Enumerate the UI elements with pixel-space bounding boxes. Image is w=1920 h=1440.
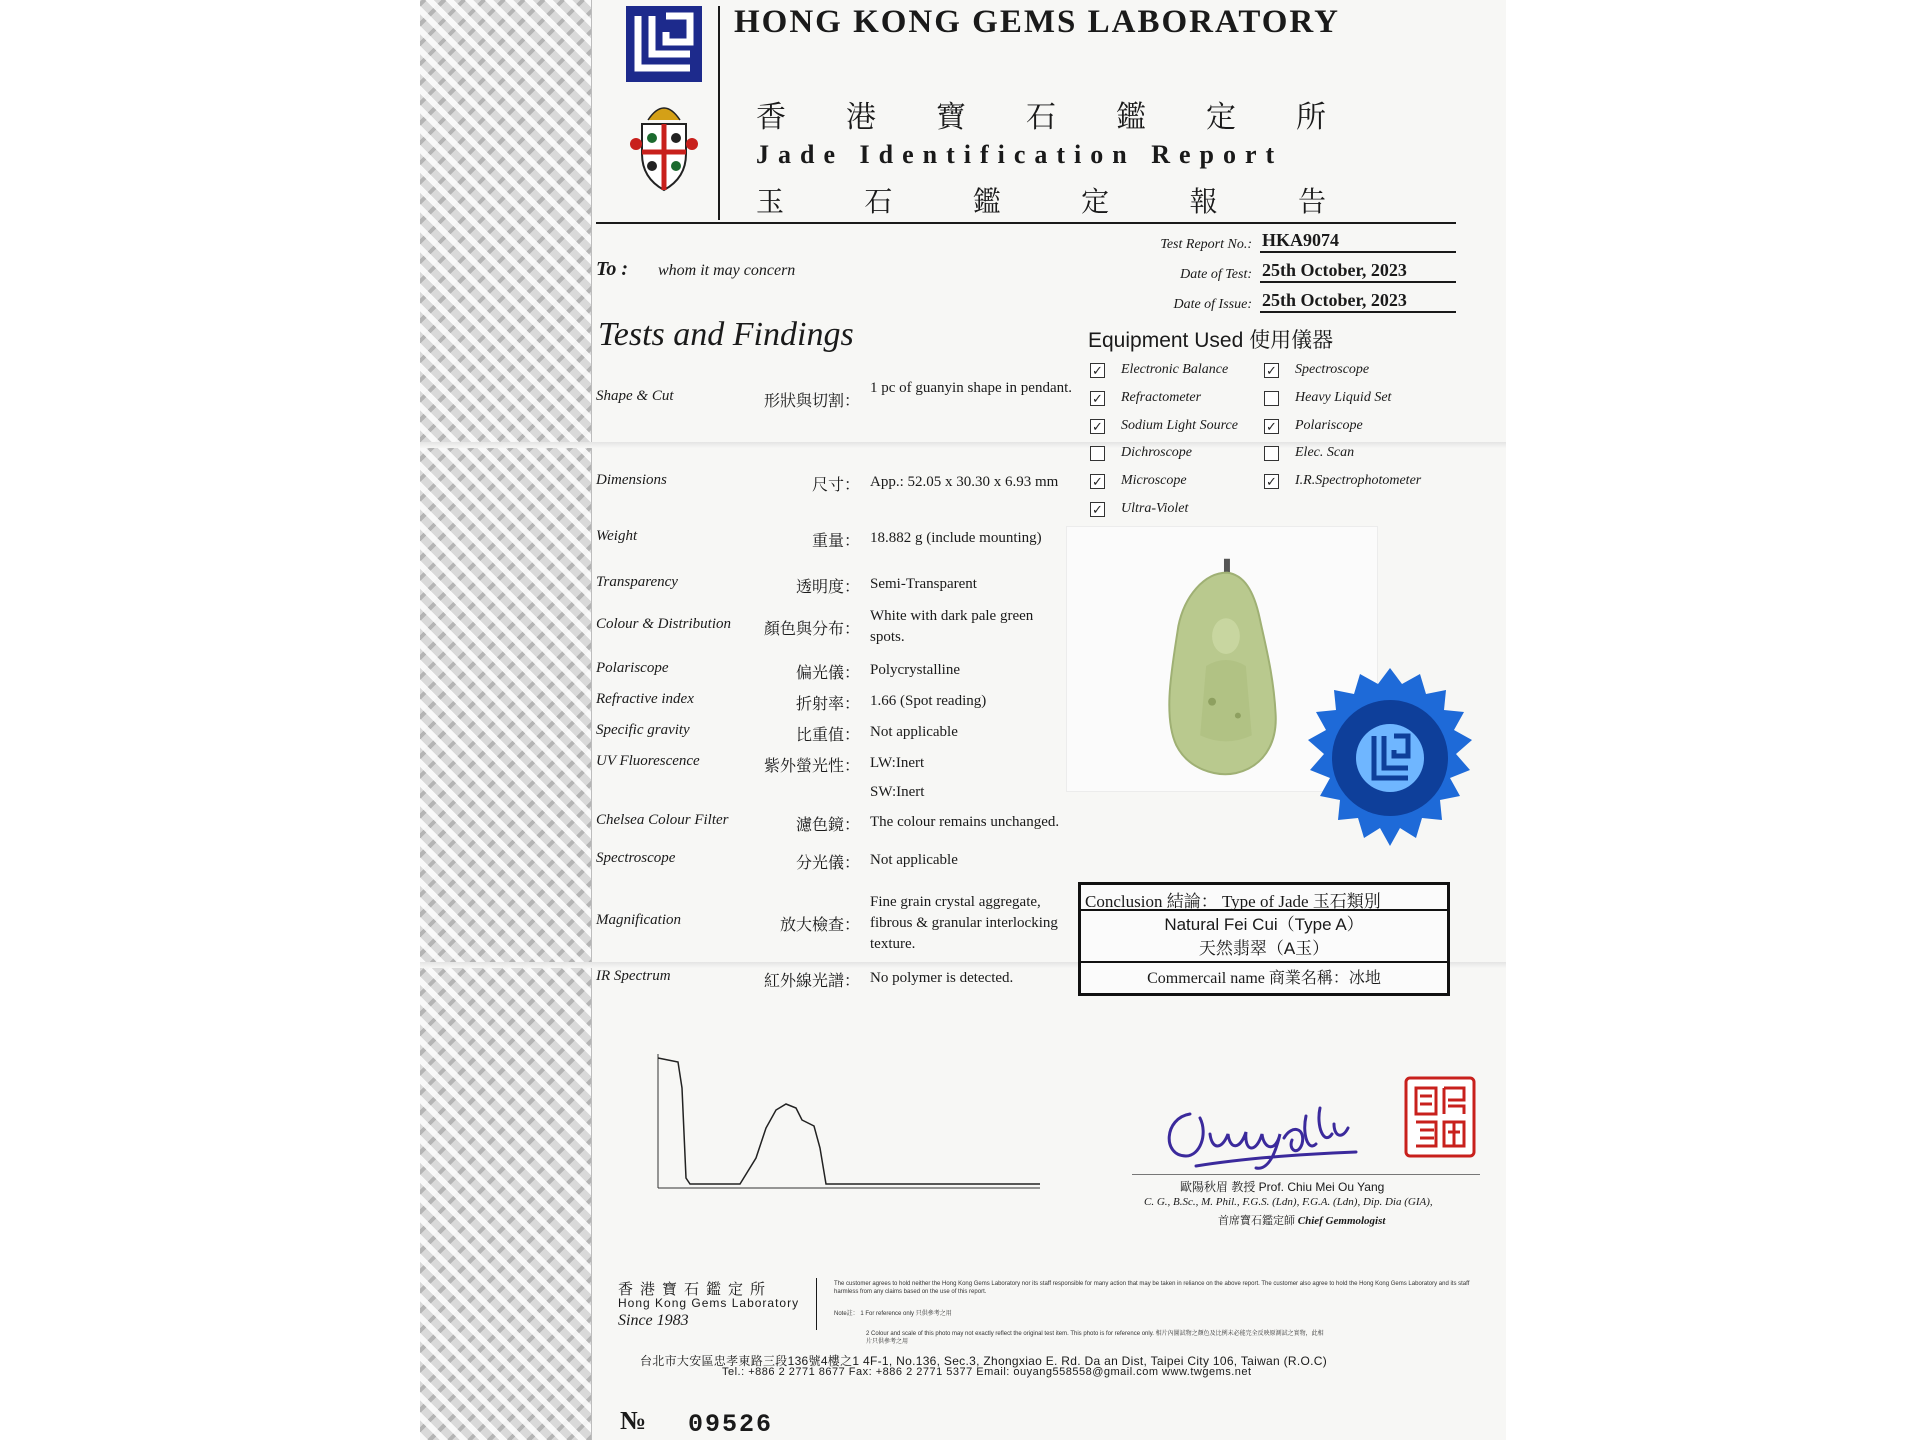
date-of-test: 25th October, 2023	[1260, 260, 1456, 283]
finding-label-zh: 放大檢查 ：	[780, 912, 860, 935]
finding-label: Magnification	[596, 912, 681, 928]
finding-label: Chelsea Colour Filter	[596, 812, 729, 828]
equipment-item: ✓ Electronic Balance	[1090, 362, 1228, 378]
conclusion-result-zh: 天然翡翠（A玉）	[1198, 939, 1330, 958]
finding-label-zh: 比重值 ：	[796, 722, 860, 745]
finding-label: IR Spectrum	[596, 968, 671, 984]
equipment-item: ✓ Spectroscope	[1264, 362, 1369, 378]
note-1: Note註： 1 For reference only 只供參考之用	[834, 1311, 952, 1317]
finding-value: No polymer is detected.	[870, 970, 1014, 986]
footer-divider	[816, 1278, 817, 1330]
finding-label-zh: 偏光儀 ：	[796, 660, 860, 683]
equipment-title: Equipment Used 使用儀器	[1088, 329, 1334, 352]
checkbox-icon: ✓	[1090, 474, 1105, 489]
ir-spectrum-chart	[650, 1048, 1046, 1196]
conclusion-box	[1078, 882, 1450, 996]
finding-label: Refractive index	[596, 691, 694, 707]
finding-value: 1 pc of guanyin shape in pendant.	[870, 380, 1073, 396]
finding-label-zh: 濾色鏡 ：	[796, 812, 860, 835]
signer-title: 首席寶石鑑定師 Chief Gemmologist	[1218, 1215, 1386, 1227]
finding-value: LW:Inert	[870, 755, 925, 771]
finding-label-zh: 分光儀 ：	[796, 850, 860, 873]
conclusion-result-en: Natural Fei Cui（Type A）	[1164, 915, 1364, 934]
finding-label: Specific gravity	[596, 722, 690, 738]
finding-label: Spectroscope	[596, 850, 676, 866]
finding-label: Polariscope	[596, 660, 669, 676]
to-label: To :	[596, 258, 629, 280]
finding-value: 1.66 (Spot reading)	[870, 693, 987, 709]
finding-value: Not applicable	[870, 852, 958, 868]
finding-value: Polycrystalline	[870, 662, 960, 678]
checkbox-icon: ✓	[1090, 391, 1105, 406]
security-pattern-border	[420, 0, 592, 1440]
finding-label-zh: 紫外螢光性 ：	[764, 753, 860, 776]
finding-label-zh: 重量 ：	[812, 528, 860, 551]
spectrum-line	[658, 1058, 1040, 1184]
report-number-row: Test Report No.: HKA9074	[1072, 230, 1456, 253]
finding-label: UV Fluorescence	[596, 753, 700, 769]
note-2: 2 Colour and scale of this photo may not exactly reflect the original test item. This photo is for reference only. 相片內圖試物之顏色及比例未必能完全反映原測試之實物，此相片只供參考之用	[866, 1331, 1324, 1345]
chop-seal-icon	[1404, 1076, 1476, 1158]
date-of-test-row: Date of Test: 25th October, 2023	[1072, 260, 1456, 283]
finding-label-zh: 形狀與切割 ：	[764, 388, 860, 411]
disclaimer-text: The customer agrees to hold neither the Hong Kong Gems Laboratory nor its staff responsible for many action that may be taken in reliance on the above report. The customer also agree to hold the Hong Kong Gems Laboratory and its staff harmless from any claims based on the use of this report.	[834, 1281, 1470, 1295]
equipment-item: ✓ Polariscope	[1264, 418, 1363, 434]
checkbox-icon: ✓	[1264, 474, 1279, 489]
finding-value: 18.882 g (include mounting)	[870, 530, 1042, 546]
checkbox-icon: ✓	[1090, 419, 1105, 434]
hkgl-logo-icon	[626, 6, 702, 82]
crest-icon	[628, 94, 700, 194]
finding-label-zh: 透明度 ：	[796, 574, 860, 597]
lab-name-zh: 香 港 寶 石 鑑 定 所	[756, 101, 1326, 134]
checkbox-icon: ✓	[1090, 502, 1105, 517]
finding-label: Weight	[596, 528, 638, 544]
header-rule	[596, 222, 1456, 224]
report-title-zh: 玉 石 鑑 定 報 告	[756, 187, 1326, 218]
footer-lab-zh: 香港寶石鑑定所	[618, 1282, 773, 1298]
finding-value: The colour remains unchanged.	[870, 814, 1060, 830]
footer-lab-en: Hong Kong Gems Laboratory	[618, 1296, 800, 1310]
equipment-item: ✓ Sodium Light Source	[1090, 418, 1238, 434]
report-title-en: Jade Identification Report	[756, 140, 1284, 169]
checkbox-icon: ✓	[1264, 419, 1279, 434]
signature-rule	[1132, 1174, 1480, 1175]
footer-contact: Tel.: +886 2 2771 8677 Fax: +886 2 2771 5377 Email: ouyang558558@gmail.com www.twgems.net	[722, 1366, 1252, 1378]
finding-value: Fine grain crystal aggregate, fibrous & granular interlocking texture.	[870, 894, 1058, 952]
to-value: whom it may concern	[658, 262, 796, 279]
footer-since: Since 1983	[618, 1312, 689, 1329]
tests-findings-title: Tests and Findings	[598, 316, 854, 353]
finding-label-zh: 折射率 ：	[796, 691, 860, 714]
checkbox-icon	[1264, 391, 1279, 406]
finding-label: Transparency	[596, 574, 678, 590]
checkbox-icon	[1090, 446, 1105, 461]
checkbox-icon: ✓	[1264, 363, 1279, 378]
finding-value: SW:Inert	[870, 784, 925, 800]
finding-value: Semi-Transparent	[870, 576, 977, 592]
finding-label: Dimensions	[596, 472, 667, 488]
finding-label: Shape & Cut	[596, 388, 674, 404]
lab-name-en: HONG KONG GEMS LABORATORY	[734, 4, 1340, 40]
finding-label-zh: 顏色與分布 ：	[764, 616, 860, 639]
conclusion-result	[1081, 913, 1447, 963]
date-of-issue: 25th October, 2023	[1260, 290, 1456, 313]
header-divider	[718, 6, 720, 220]
serial-number: 09526	[688, 1410, 774, 1439]
equipment-item: Dichroscope	[1090, 445, 1192, 461]
equipment-item: ✓ I.R.Spectrophotometer	[1264, 473, 1421, 489]
finding-label-zh: 紅外線光譜 ：	[764, 968, 860, 991]
finding-label-zh: 尺寸 ：	[812, 472, 860, 495]
conclusion-header: Conclusion 結論： Type of Jade 玉石類別	[1081, 887, 1447, 911]
signature-icon	[1156, 1094, 1366, 1180]
checkbox-icon: ✓	[1090, 363, 1105, 378]
hologram-seal-icon	[1290, 666, 1490, 866]
footer-address: 台北市大安區忠孝東路三段136號4樓之1 4F-1, No.136, Sec.3, Zhongxiao E. Rd. Da an Dist, Taipei City 106, Taiwan (R.O.C)	[640, 1354, 1328, 1368]
serial-number-label: №	[620, 1406, 647, 1435]
equipment-item: Elec. Scan	[1264, 445, 1354, 461]
equipment-item: ✓ Microscope	[1090, 473, 1187, 489]
finding-value: App.: 52.05 x 30.30 x 6.93 mm	[870, 474, 1059, 490]
finding-value: White with dark pale green spots.	[870, 608, 1034, 645]
equipment-item: ✓ Refractometer	[1090, 390, 1201, 406]
date-of-issue-row: Date of Issue: 25th October, 2023	[1072, 290, 1456, 313]
equipment-item: Heavy Liquid Set	[1264, 390, 1391, 406]
signer-name: 歐陽秋眉 教授 Prof. Chiu Mei Ou Yang	[1180, 1180, 1385, 1194]
equipment-item: ✓ Ultra-Violet	[1090, 501, 1188, 517]
commercial-name: Commercail name 商業名稱：冰地	[1147, 970, 1381, 987]
report-number: HKA9074	[1260, 230, 1456, 253]
finding-label: Colour & Distribution	[596, 616, 732, 632]
signer-credentials: C. G., B.Sc., M. Phil., F.G.S. (Ldn), F.G.A. (Ldn), Dip. Dia (GIA),	[1144, 1196, 1433, 1208]
finding-value: Not applicable	[870, 724, 958, 740]
checkbox-icon	[1264, 446, 1279, 461]
